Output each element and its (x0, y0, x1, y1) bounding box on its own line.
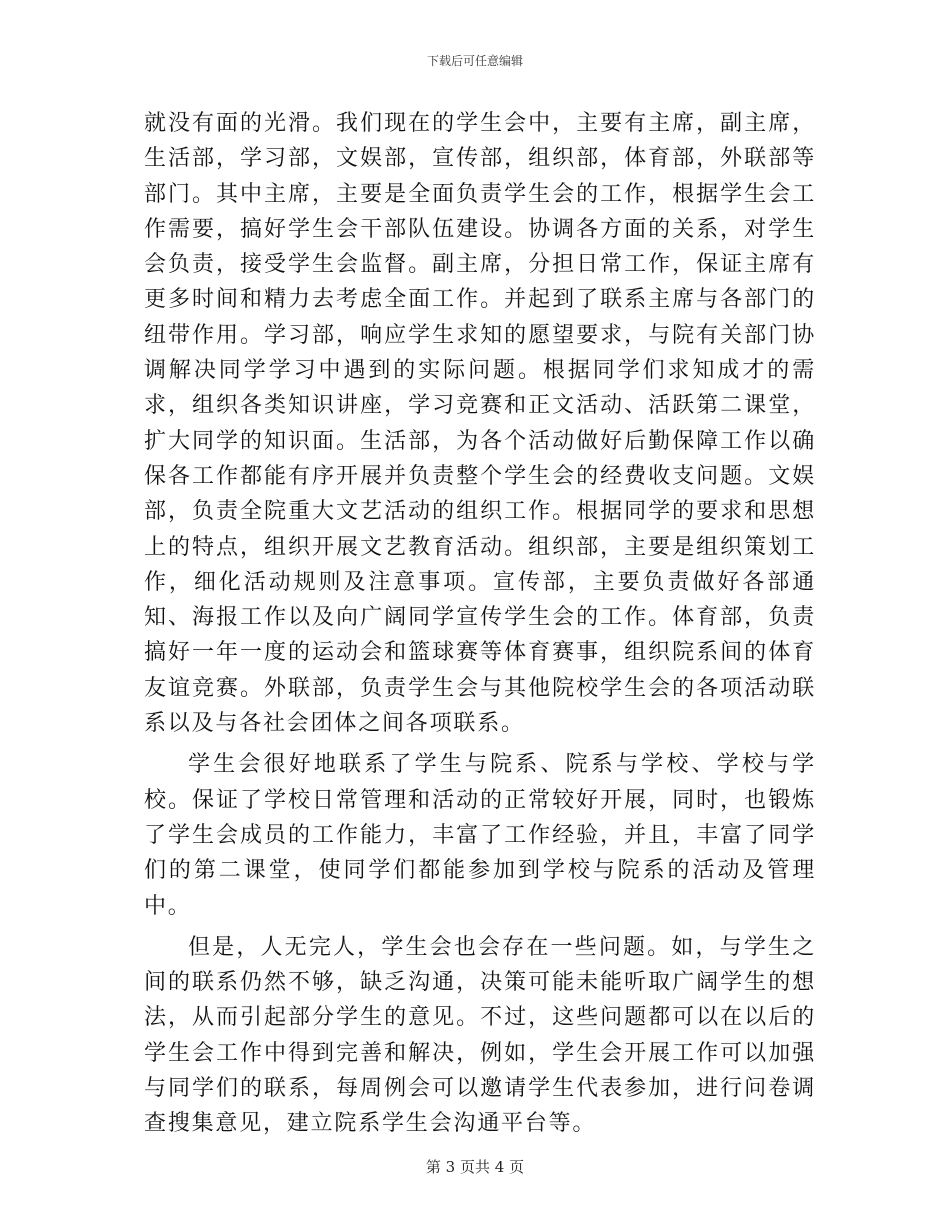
body-paragraph: 就没有面的光滑。我们现在的学生会中，主要有主席，副主席，生活部，学习部，文娱部，宣传部，组织部，体育部，外联部等部门。其中主席，主要是全面负责学生会的工作，根据学生会工作需要，搞好学生会干部队伍建设。协调各方面的关系，对学生会负责，接受学生会监督。副主席，分担日常工作，保证主席有更多时间和精力去考虑全面工作。并起到了联系主席与各部门的纽带作用。学习部，响应学生求知的愿望要求，与院有关部门协调解决同学学习中遇到的实际问题。根据同学们求知成才的需求，组织各类知识讲座，学习竞赛和正文活动、活跃第二课堂，扩大同学的知识面。生活部，为各个活动做好后勤保障工作以确保各工作都能有序开展并负责整个学生会的经费收支问题。文娱部，负责全院重大文艺活动的组织工作。根据同学的要求和思想上的特点，组织开展文艺教育活动。组织部，主要是组织策划工作，细化活动规则及注意事项。宣传部，主要负责做好各部通知、海报工作以及向广阔同学宣传学生会的工作。体育部，负责搞好一年一度的运动会和篮球赛等体育赛事，组织院系间的体育友谊竞赛。外联部，负责学生会与其他院校学生会的各项活动联系以及与各社会团体之间各项联系。 (144, 111, 816, 737)
page-header: 下载后可任意编辑 (426, 54, 523, 68)
body-paragraph: 学生会很好地联系了学生与院系、院系与学校、学校与学校。保证了学校日常管理和活动的正常较好开展，同时，也锻炼了学生会成员的工作能力，丰富了工作经验，并且，丰富了同学们的第二课堂，使同学们都能参加到学校与院系的活动及管理中。 (144, 752, 816, 919)
document-body (144, 106, 816, 1148)
body-paragraph: 但是，人无完人，学生会也会存在一些问题。如，与学生之间的联系仍然不够，缺乏沟通，决策可能未能听取广阔学生的想法，从而引起部分学生的意见。不过，这些问题都可以在以后的学生会工作中得到完善和解决，例如，学生会开展工作可以加强与同学们的联系，每周例会可以邀请学生代表参加，进行问卷调查搜集意见，建立院系学生会沟通平台等。 (144, 934, 816, 1137)
page-number: 第 3 页共 4 页 (425, 1158, 525, 1176)
